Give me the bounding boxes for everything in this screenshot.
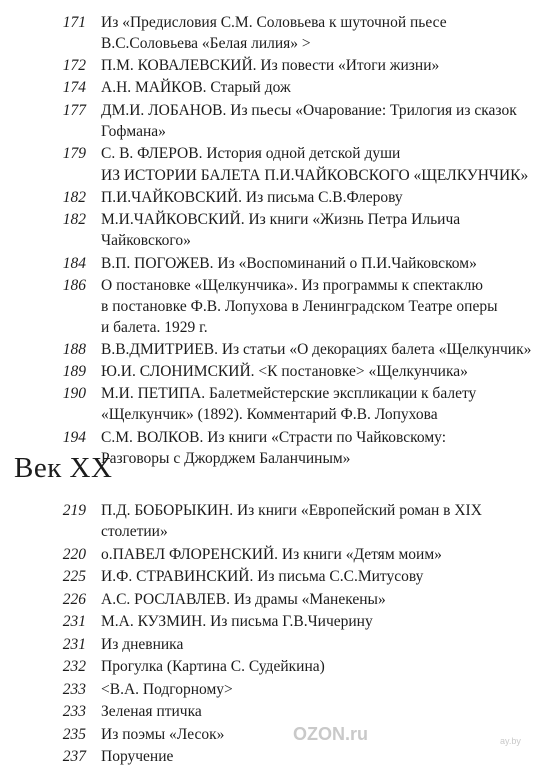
entry-title: Разговоры с Джорджем Баланчиным» (101, 449, 351, 467)
entry-title: Чайковского» (101, 232, 191, 250)
entry-title: С. В. ФЛЕРОВ. История одной детской души (101, 144, 401, 162)
entry-title: ДМ.И. ЛОБАНОВ. Из пьесы «Очарование: Трилогия из сказок (101, 101, 517, 119)
page-number: 233 (62, 703, 86, 721)
entry-title: П.И.ЧАЙКОВСКИЙ. Из письма С.В.Флерову (101, 189, 403, 207)
entry-title: Зеленая птичка (101, 703, 202, 721)
entry-title: П.М. КОВАЛЕВСКИЙ. Из повести «Итоги жизни» (101, 57, 440, 75)
entry-title: В.П. ПОГОЖЕВ. Из «Воспоминаний о П.И.Чайковском» (101, 254, 477, 272)
entry-title: М.И.ЧАЙКОВСКИЙ. Из книги «Жизнь Петра Ильича (101, 211, 461, 229)
entry-title: о.ПАВЕЛ ФЛОРЕНСКИЙ. Из книги «Детям моим» (101, 545, 442, 563)
page-number: 189 (62, 363, 86, 381)
entry-title: Ю.И. СЛОНИМСКИЙ. <К постановке> «Щелкунчика» (101, 363, 468, 381)
page-number: 182 (62, 211, 86, 229)
page-number: 190 (62, 385, 86, 403)
page-number: 172 (62, 57, 86, 75)
watermark-logo: OZON.ru (293, 724, 368, 744)
page-number: 177 (62, 101, 86, 119)
entry-title: «Щелкунчик» (1892). Комментарий Ф.В. Лопухова (101, 406, 438, 424)
entry-title: М.И. ПЕТИПА. Балетмейстерские экспликации к балету (101, 385, 477, 403)
page-number: 233 (62, 680, 86, 698)
entry-title: ИЗ ИСТОРИИ БАЛЕТА П.И.ЧАЙКОВСКОГО «ЩЕЛКУНЧИК» (101, 167, 529, 184)
section-heading: Век XX (14, 452, 113, 484)
page-number: 194 (62, 428, 86, 446)
entry-title: <В.А. Подгорному> (101, 680, 233, 698)
page-number: 219 (62, 502, 86, 519)
entry-title: в постановке Ф.В. Лопухова в Ленинградском Театре оперы (101, 297, 498, 315)
page-number: 231 (62, 613, 86, 631)
entry-title: С.М. ВОЛКОВ. Из книги «Страсти по Чайковскому: (101, 428, 447, 446)
entry-title: А.Н. МАЙКОВ. Старый дож (101, 79, 291, 97)
entry-title: О постановке «Щелкунчика». Из программы к спектаклю (101, 276, 483, 294)
page-number: 174 (62, 79, 86, 97)
page-number: 220 (62, 545, 86, 563)
entry-title: И.Ф. СТРАВИНСКИЙ. Из письма С.С.Митусову (101, 568, 424, 586)
page-number: 231 (62, 635, 86, 653)
page-number: 237 (62, 748, 86, 766)
page-number: 184 (62, 254, 86, 272)
entry-title: Гофмана» (101, 122, 166, 140)
page-number: 225 (62, 568, 86, 586)
entry-title: А.С. РОСЛАВЛЕВ. Из драмы «Манекены» (101, 590, 386, 608)
watermark-small: ay.by (500, 736, 521, 746)
page-number: 171 (62, 14, 86, 31)
entry-title: В.В.ДМИТРИЕВ. Из статьи «О декорациях балета «Щелкунчик» (101, 341, 532, 358)
entry-title: столетии» (101, 523, 168, 541)
page-number: 226 (62, 590, 86, 608)
entry-title: М.А. КУЗМИН. Из письма Г.В.Чичерину (101, 613, 373, 631)
entry-title: Из поэмы «Лесок» (101, 725, 225, 743)
entry-title: Поручение (101, 748, 174, 766)
page-number: 235 (62, 725, 86, 743)
entry-title: Из дневника (101, 635, 184, 653)
page-number: 179 (62, 144, 86, 162)
entry-title: В.С.Соловьева «Белая лилия» > (101, 35, 311, 52)
page-number: 232 (62, 658, 86, 676)
entry-title: Из «Предисловия С.М. Соловьева к шуточной пьесе (101, 14, 447, 31)
entry-title: Прогулка (Картина С. Судейкина) (101, 658, 325, 676)
page-number: 182 (62, 189, 86, 207)
page-number: 188 (62, 341, 86, 358)
entry-title: и балета. 1929 г. (101, 318, 208, 336)
page-number: 186 (62, 276, 86, 294)
entry-title: П.Д. БОБОРЫКИН. Из книги «Европейский роман в XIX (101, 502, 482, 519)
